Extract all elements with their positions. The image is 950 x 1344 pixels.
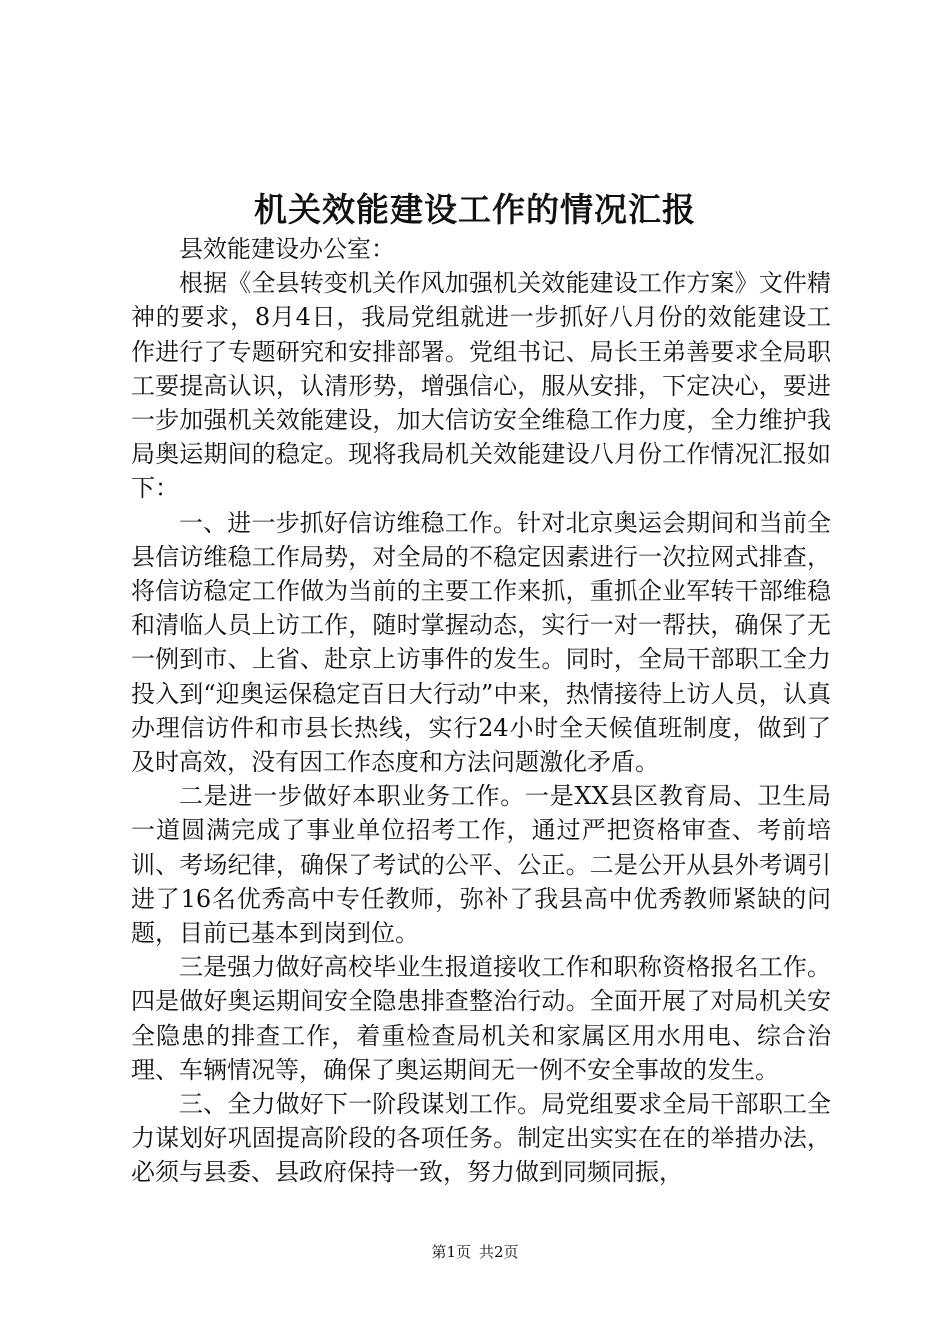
paragraph-section-3: 三是强力做好高校毕业生报道接收工作和职称资格报名工作。四是做好奥运期间安全隐患排查整治行动。全面开展了对局机关安全隐患的排查工作，着重检查局机关和家属区用水用电、综合治理、车辆情况等，确保了奥运期间无一例不安全事故的发生。 bbox=[131, 953, 831, 1084]
paragraph-section-4: 三、全力做好下一阶段谋划工作。局党组要求全局干部职工全力谋划好巩固提高阶段的各项任务。制定出实实在在的举措办法，必须与县委、县政府保持一致，努力做到同频同振， bbox=[131, 1090, 831, 1187]
salutation: 县效能建设办公室： bbox=[179, 235, 395, 263]
paragraph-intro: 根据《全县转变机关作风加强机关效能建设工作方案》文件精神的要求，8月4日，我局党组就进一步抓好八月份的效能建设工作进行了专题研究和安排部署。党组书记、局长王弟善要求全局职工要提高认识，认清形势，增强信心，服从安排，下定决心，要进一步加强机关效能建设，加大信访安全维稳工作力度，全力维护我局奥运期间的稳定。现将我局机关效能建设八月份工作情况汇报如下： bbox=[131, 269, 831, 503]
document-body bbox=[131, 232, 831, 1190]
paragraph-section-1: 一、进一步抓好信访维稳工作。针对北京奥运会期间和当前全县信访维稳工作局势，对全局的不稳定因素进行一次拉网式排查，将信访稳定工作做为当前的主要工作来抓，重抓企业军转干部维稳和清临人员上访工作，随时掌握动态，实行一对一帮扶，确保了无一例到市、上省、赴京上访事件的发生。同时，全局干部职工全力投入到“迎奥运保稳定百日大行动”中来，热情接待上访人员，认真办理信访件和市县长热线，实行24小时全天候值班制度，做到了及时高效，没有因工作态度和方法问题激化矛盾。 bbox=[131, 508, 831, 777]
page-number: 第1页 bbox=[431, 1243, 471, 1261]
page-total: 共2页 bbox=[479, 1243, 519, 1261]
document-title: 机关效能建设工作的情况汇报 bbox=[254, 190, 696, 229]
paragraph-section-2: 二是进一步做好本职业务工作。一是XX县区教育局、卫生局一道圆满完成了事业单位招考工作，通过严把资格审查、考前培训、考场纪律，确保了考试的公平、公正。二是公开从县外考调引进了16名优秀高中专任教师，弥补了我县高中优秀教师紧缺的问题，目前已基本到岗到位。 bbox=[131, 782, 831, 948]
page-footer bbox=[0, 1242, 950, 1262]
